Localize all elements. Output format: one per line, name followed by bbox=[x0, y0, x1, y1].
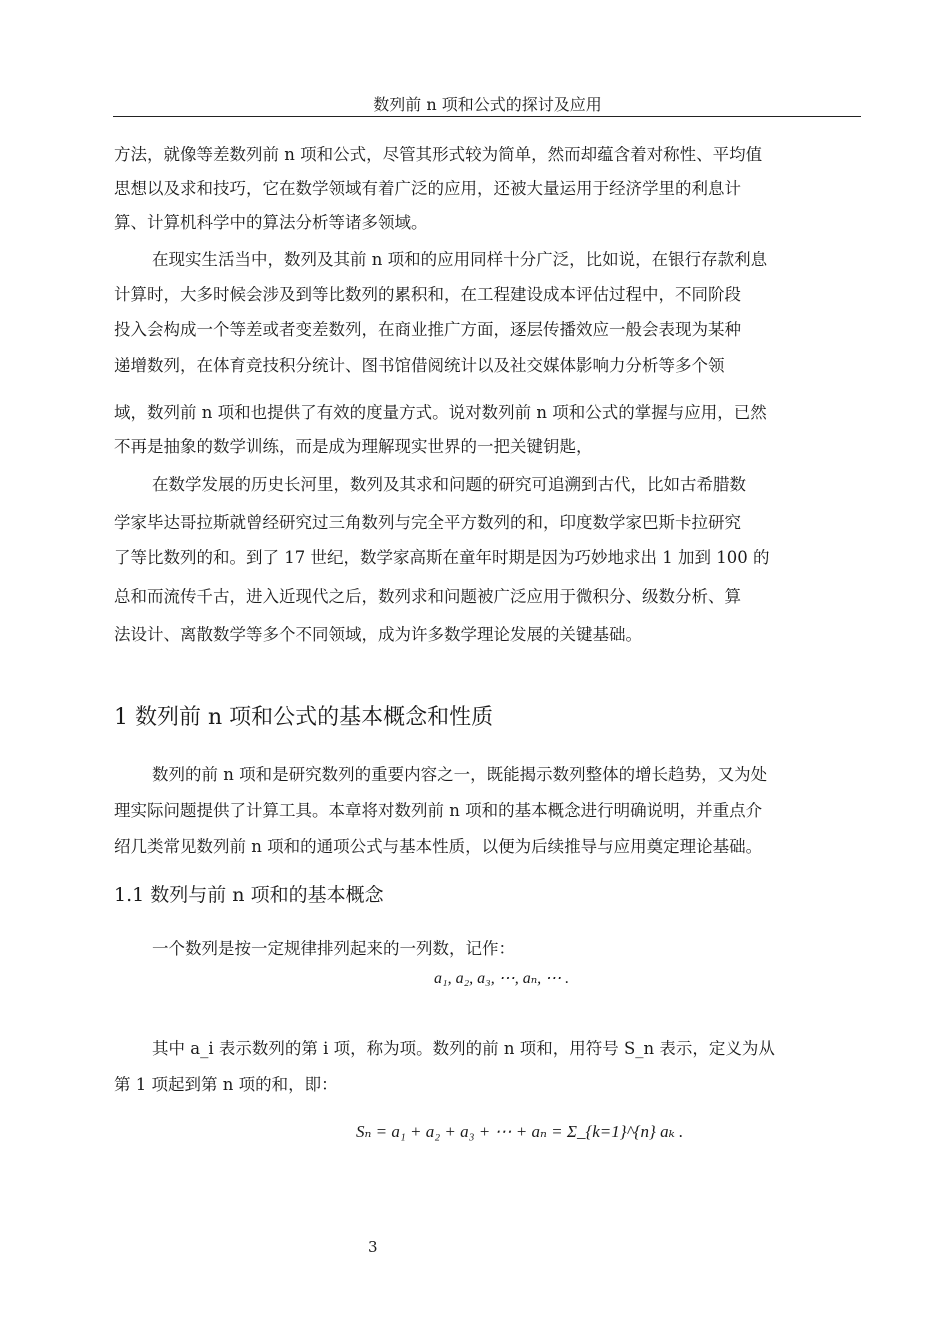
paragraph-line: 投入会构成一个等差或者变差数列，在商业推广方面，逐层传播效应一般会表现为某种 bbox=[114, 320, 741, 339]
paragraph-line: 一个数列是按一定规律排列起来的一列数，记作： bbox=[152, 939, 515, 958]
paragraph-line: 第 1 项起到第 n 项的和，即： bbox=[114, 1075, 338, 1094]
page-number: 3 bbox=[368, 1238, 378, 1256]
sequence-formula: a₁, a₂, a₃, ⋯, aₙ, ⋯ . bbox=[434, 970, 570, 987]
paragraph-line: 域，数列前 n 项和也提供了有效的度量方式。说对数列前 n 项和公式的掌握与应用，已然 bbox=[114, 403, 767, 422]
paragraph-line: 在现实生活当中，数列及其前 n 项和的应用同样十分广泛，比如说，在银行存款利息 bbox=[152, 250, 768, 269]
section-heading: 1 数列前 n 项和公式的基本概念和性质 bbox=[114, 705, 494, 730]
sum-definition-formula: Sₙ = a₁ + a₂ + a₃ + ⋯ + aₙ = Σ_{k=1}^{n} aₖ . bbox=[356, 1122, 684, 1141]
paragraph-line: 思想以及求和技巧，它在数学领域有着广泛的应用，还被大量运用于经济学里的利息计 bbox=[114, 179, 741, 198]
paragraph-line: 其中 a_i 表示数列的第 i 项，称为项。数列的前 n 项和，用符号 S_n 表示，定义为从 bbox=[152, 1039, 775, 1058]
paragraph-line: 法设计、离散数学等多个不同领域，成为许多数学理论发展的关键基础。 bbox=[114, 625, 642, 644]
paragraph-line: 总和而流传千古，进入近现代之后，数列求和问题被广泛应用于微积分、级数分析、算 bbox=[114, 587, 741, 606]
subsection-heading: 1.1 数列与前 n 项和的基本概念 bbox=[114, 884, 384, 906]
paragraph-line: 计算时，大多时候会涉及到等比数列的累积和，在工程建设成本评估过程中，不同阶段 bbox=[114, 285, 741, 304]
paragraph-line: 在数学发展的历史长河里，数列及其求和问题的研究可追溯到古代，比如古希腊数 bbox=[152, 475, 746, 494]
running-header: 数列前 n 项和公式的探讨及应用 bbox=[373, 95, 602, 114]
paragraph-line: 不再是抽象的数学训练，而是成为理解现实世界的一把关键钥匙， bbox=[114, 437, 593, 456]
paragraph-line: 理实际问题提供了计算工具。本章将对数列前 n 项和的基本概念进行明确说明，并重点介 bbox=[114, 801, 763, 820]
paragraph-line: 方法，就像等差数列前 n 项和公式，尽管其形式较为简单，然而却蕴含着对称性、平均值 bbox=[114, 145, 763, 164]
paragraph-line: 绍几类常见数列前 n 项和的通项公式与基本性质，以便为后续推导与应用奠定理论基础。 bbox=[114, 837, 763, 856]
paragraph-line: 算、计算机科学中的算法分析等诸多领域。 bbox=[114, 213, 428, 232]
header-rule bbox=[113, 116, 861, 117]
paragraph-line: 数列的前 n 项和是研究数列的重要内容之一，既能揭示数列整体的增长趋势，又为处 bbox=[152, 765, 768, 784]
paragraph-line: 了等比数列的和。到了 17 世纪，数学家高斯在童年时期是因为巧妙地求出 1 加到 100 的 bbox=[114, 548, 770, 567]
paragraph-line: 递增数列，在体育竞技积分统计、图书馆借阅统计以及社交媒体影响力分析等多个领 bbox=[114, 356, 725, 375]
paragraph-line: 学家毕达哥拉斯就曾经研究过三角数列与完全平方数列的和，印度数学家巴斯卡拉研究 bbox=[114, 513, 741, 532]
